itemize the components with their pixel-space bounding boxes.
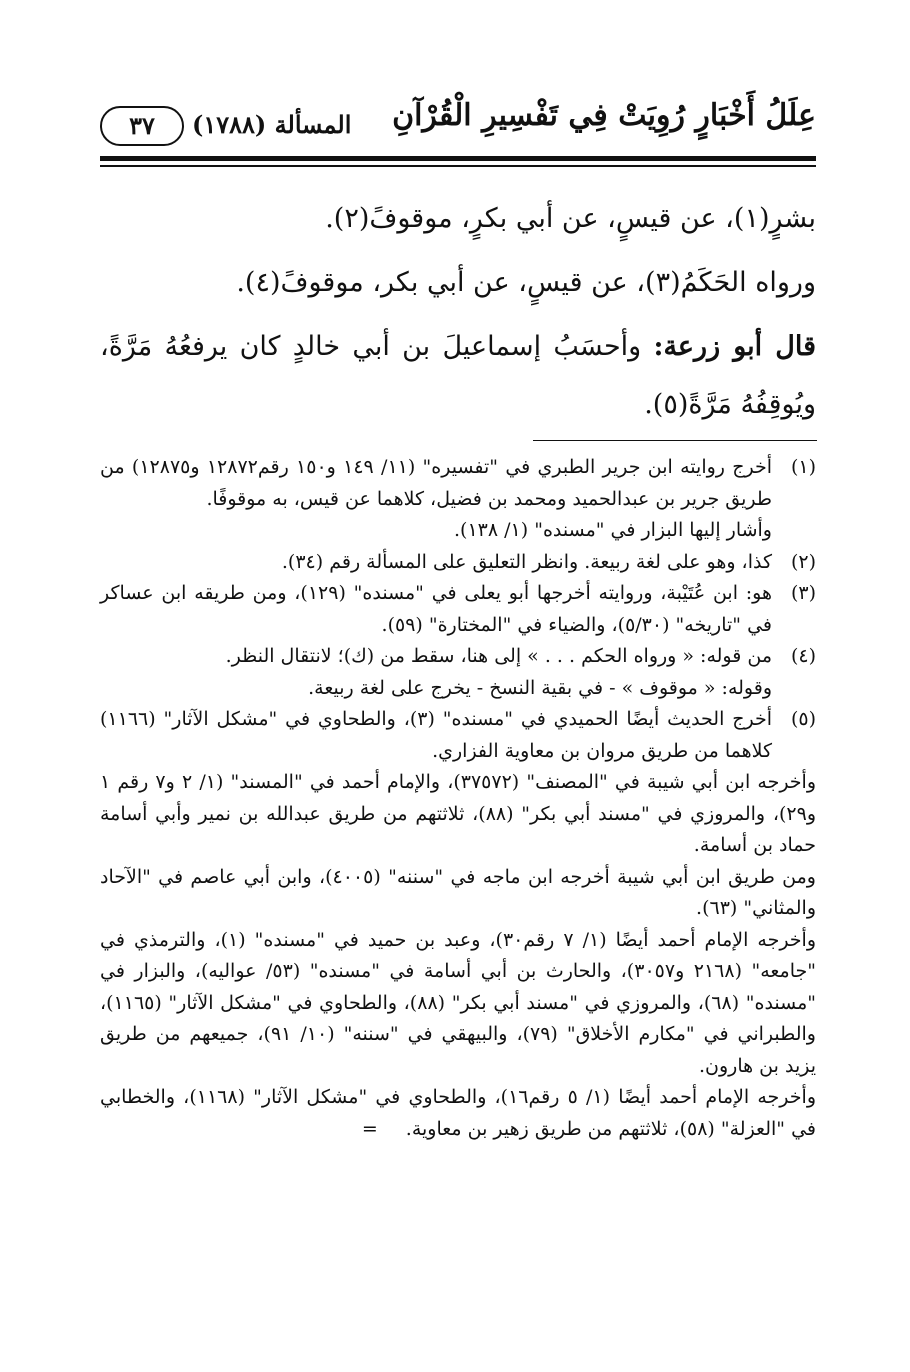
footnote-text: وأخرجه ابن أبي شيبة في "المصنف" (٣٧٥٧٢)، والإمام أحمد في "المسند" (١/ ٢ و٧ رقم ١ و٢٩)، والمروزي في "مسند أبي بكر" (٨٨)، ثلاثتهم من طريق عبدالله بن نمير وأبي أسامة حماد بن أسامة. [100,771,817,856]
header-rule-thick [100,156,816,161]
footnote-divider [533,440,817,441]
main-paragraph [100,318,816,434]
page-number: ٣٧ [100,106,184,146]
footnote-body [100,704,772,767]
footnote-number: (٤) [790,645,816,667]
footnote-text: كذا، وهو على لغة ربيعة. وانظر التعليق على المسألة رقم (٣٤). [281,550,772,573]
footnote-body [100,578,772,641]
footnote-number: (٣) [790,582,816,604]
question-label: المسألة (١٧٨٨) [192,110,352,139]
footnote-number: (٢) [790,550,816,573]
footnotes [100,452,816,1145]
footnote-text: ومن طريق ابن أبي شيبة أخرجه ابن ماجه في "سننه" (٤٠٠٥)، وابن أبي عاصم في "الآحاد والمثاني" (٦٣). [100,865,816,919]
footnote-text [100,1082,816,1145]
footnote-last-text: وأخرجه الإمام أحمد أيضًا (١/ ٥ رقم١٦)، والطحاوي في "مشكل الآثار" (١١٦٨)، والخطابي في "العزلة" (٥٨)، ثلاثتهم من طريق زهير بن معاوية. [100,1086,816,1140]
main-paragraph: بشرٍ(١)، عن قيسٍ، عن أبي بكرٍ، موقوفً(٢). [325,203,816,234]
footnote-text: أخرج الحديث أيضًا الحميدي في "مسنده" (٣)، والطحاوي في "مشكل الآثار" (١١٦٦) كلاهما من طريق مروان بن معاوية الفزاري. [100,708,773,762]
footnote-text: وأشار إليها البزار في "مسنده" (١/ ١٣٨). [454,519,772,541]
book-title: عِلَلُ أَخْبَارٍ رُوِيَتْ فِي تَفْسِيرِ الْقُرْآنِ [392,98,816,133]
main-paragraph: ورواه الحَكَمُ(٣)، عن قيسٍ، عن أبي بكر، موقوفً(٤). [236,267,816,298]
main-text [100,190,816,434]
footnote-text: من قوله: « ورواه الحكم . . . » إلى هنا، سقط من (ك)؛ لانتقال النظر. [225,645,772,667]
header-rule-thin [100,165,816,167]
footnote-text: هو: ابن عُتَيْبة، وروايته أخرجها أبو يعلى في "مسنده" (١٢٩)، ومن طريقه ابن عساكر في "تاريخه" (٥/٣٠)، والضياء في "المختارة" (٥٩). [100,582,772,636]
footnote [100,578,816,641]
running-header [100,96,816,158]
footnote-body [100,641,772,704]
footnote-number: (٥) [790,708,816,730]
narrator-label: قال أبو زرعة: [653,331,816,362]
continuation-mark: = [361,1117,378,1140]
footnote-body [100,452,772,547]
footnote [100,704,816,767]
footnote-continuation [100,767,816,1145]
footnote-number: (١) [790,456,816,478]
footnote-body [100,547,772,579]
footnote [100,452,816,547]
footnote [100,547,816,579]
narrator-quote: وأحسَبُ إسماعيلَ بن أبي خالدٍ كان يرفعُهُ مَرَّةً، ويُوقِفُهُ مَرَّةً(٥). [100,331,816,420]
footnote-text: أخرج روايته ابن جرير الطبري في "تفسيره" (١١/ ١٤٩ و١٥٠ رقم١٢٨٧٢ و١٢٨٧٥) من طريق جرير بن عبدالحميد ومحمد بن فضيل، كلاهما عن قيس، به موقوفًا. [100,456,772,510]
footnote [100,641,816,704]
footnote-text: وأخرجه الإمام أحمد أيضًا (١/ ٧ رقم٣٠)، وعبد بن حميد في "مسنده" (١)، والترمذي في "جامعه" (٢١٦٨ و٣٠٥٧)، والحارث بن أبي أسامة في "مسنده" (٥٣/ عواليه)، والبزار في "مسنده" (٦٨)، والمروزي في "مسند أبي بكر" (٨٨)، والطحاوي في "مشكل الآثار" (١١٦٥)، والطبراني في "مكارم الأخلاق" (٧٩)، والبيهقي في "سننه" (١٠/ ٩١)، جميعهم من طريق يزيد بن هارون. [100,928,817,1077]
footnote-text: وقوله: « موقوف » - في بقية النسخ - يخرج على لغة ربيعة. [308,676,772,699]
